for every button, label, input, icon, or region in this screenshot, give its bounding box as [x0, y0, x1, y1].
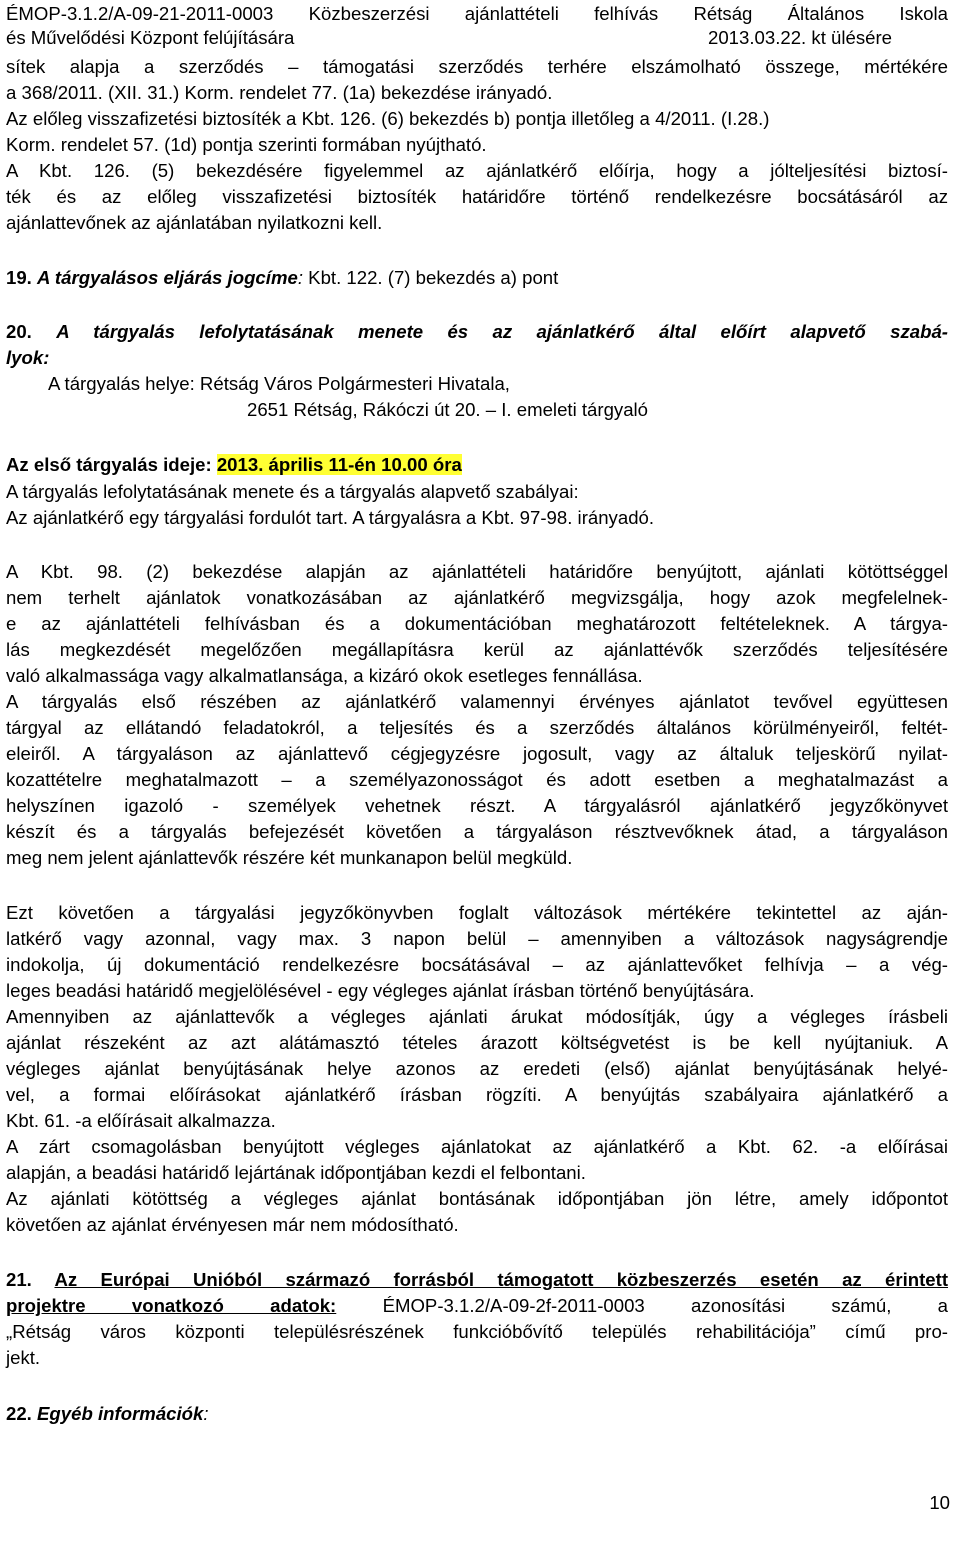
paragraph-line: Az ajánlati kötöttség a végleges ajánlat bontásának időpontjában jön létre, amely időpontot — [6, 1188, 948, 1209]
section-21-heading — [6, 1268, 948, 1292]
paragraph-line: kozattételre meghatalmazott – a személyazonosságot és adott esetben a meghatalmazást a — [6, 769, 948, 790]
paragraph-line: e az ajánlattételi felhívásban és a dokumentációban meghatározott feltételeknek. A tárgya- — [6, 613, 948, 634]
section-20-heading — [6, 320, 948, 344]
section-22-title: Egyéb információk — [37, 1403, 204, 1424]
paragraph-line: követően az ajánlat érvényesen már nem módosítható. — [6, 1214, 459, 1235]
section-21-title-line-2: projektre vonatkozó adatok: — [6, 1295, 337, 1316]
header-line-2-right: 2013.03.22. kt ülésére — [708, 27, 893, 48]
paragraph-line: Amennyiben az ajánlattevők a végleges ajánlati árukat módosítják, úgy a végleges írásbeli — [6, 1006, 948, 1027]
intro-line: ajánlattevőnek az ajánlatában nyilatkozni kell. — [6, 212, 383, 233]
paragraph-line: indokolja, új dokumentáció rendelkezésre bocsátásával – az ajánlattevőket felhívja – a vég- — [6, 954, 948, 975]
meeting-place-line-1: A tárgyalás helye: Rétság Város Polgármesteri Hivatala, — [48, 373, 510, 394]
paragraph-line: A tárgyalás lefolytatásának menete és a tárgyalás alapvető szabályai: — [6, 481, 579, 502]
section-19 — [6, 266, 558, 290]
meeting-place-line-2: 2651 Rétság, Rákóczi út 20. – I. emeleti tárgyaló — [247, 399, 649, 420]
page-number: 10 — [929, 1492, 950, 1513]
header-line-1: ÉMOP-3.1.2/A-09-21-2011-0003 Közbeszerzési ajánlattételi felhívás Rétság Általános Iskola — [6, 3, 948, 24]
section-21-line-2 — [6, 1294, 948, 1318]
header-line-2-left: és Művelődési Központ felújítására — [6, 27, 295, 48]
section-21-number: 21. — [6, 1269, 32, 1290]
intro-line: A Kbt. 126. (5) bekezdésére figyelemmel az ajánlatkérő előírja, hogy a jólteljesítési biztosí- — [6, 160, 948, 181]
section-19-text: Kbt. 122. (7) bekezdés a) pont — [303, 267, 559, 288]
paragraph-line: való alkalmassága vagy alkalmatlansága, a kizáró okok esetleges fennállása. — [6, 665, 643, 686]
section-19-number: 19. — [6, 267, 32, 288]
paragraph-line: alapján, a beadási határidő lejártának időpontjában kezdi el felbontani. — [6, 1162, 586, 1183]
intro-line: a 368/2011. (XII. 31.) Korm. rendelet 77. (1a) bekezdése irányadó. — [6, 82, 553, 103]
section-22 — [6, 1402, 209, 1426]
paragraph-line: eleiről. A tárgyaláson az ajánlattevő cégjegyzésre jogosult, vagy az általuk teljeskörű nyilat- — [6, 743, 948, 764]
section-20-number: 20. — [6, 321, 32, 342]
section-22-number: 22. — [6, 1403, 32, 1424]
section-21-title-line-1: Az Európai Unióból származó forrásból támogatott közbeszerzés esetén az érintett — [54, 1269, 949, 1290]
paragraph-line: Az ajánlatkérő egy tárgyalási fordulót tart. A tárgyalásra a Kbt. 97-98. irányadó. — [6, 507, 655, 528]
section-20-title-line-1: A tárgyalás lefolytatásának menete és az ajánlatkérő által előírt alapvető szabá- — [56, 321, 949, 342]
section-19-colon: : — [297, 267, 303, 288]
section-22-colon: : — [203, 1403, 209, 1424]
section-20-title-line-2: lyok: — [6, 347, 50, 368]
paragraph-line: végleges ajánlat benyújtásának helye azonos az eredeti (első) ajánlat benyújtásának helyé- — [6, 1058, 948, 1079]
paragraph-line: A tárgyalás első részében az ajánlatkérő valamennyi érvényes ajánlatot tevővel együttesen — [6, 691, 948, 712]
paragraph-line: A zárt csomagolásban benyújtott végleges ajánlatokat az ajánlatkérő a Kbt. 62. -a előírásai — [6, 1136, 948, 1157]
document-page — [6, 0, 952, 1541]
paragraph-line: latkérő vagy azonnal, vagy max. 3 napon belül – amennyiben a változások nagyságrendje — [6, 928, 948, 949]
first-meeting-label: Az első tárgyalás ideje: — [6, 454, 217, 475]
paragraph-line: Ezt követően a tárgyalási jegyzőkönyvben foglalt változások mértékére tekintettel az aján- — [6, 902, 948, 923]
paragraph-line: ajánlat részeként az azt alátámasztó tételes árazott költségvetést is be kell nyújtaniuk. A — [6, 1032, 948, 1053]
first-meeting-date: 2013. április 11-én 10.00 óra — [216, 454, 462, 475]
paragraph-line: készít és a tárgyalás befejezését követően a tárgyaláson résztvevőknek átad, a tárgyaláson — [6, 821, 948, 842]
paragraph-line: leges beadási határidő megjelölésével - egy végleges ajánlat írásban történő benyújtására. — [6, 980, 755, 1001]
paragraph-line: nem terhelt ajánlatok vonatkozásában az ajánlatkérő megvizsgálja, hogy azok megfelelnek- — [6, 587, 948, 608]
paragraph-line: A Kbt. 98. (2) bekezdése alapján az ajánlattételi határidőre benyújtott, ajánlati kötöttséggel — [6, 561, 948, 582]
paragraph-line: vel, a formai előírásokat ajánlatkérő írásban rögzíti. A benyújtás szabályaira ajánlatkérő a — [6, 1084, 948, 1105]
paragraph-line: lás megkezdését megelőzően megállapításra kerül az ajánlattévők szerződés teljesítésére — [6, 639, 948, 660]
paragraph-line: meg nem jelent ajánlattevők részére két munkanapon belül megküld. — [6, 847, 573, 868]
intro-line: Az előleg visszafizetési biztosíték a Kbt. 126. (6) bekezdés b) pontja illetőleg a 4/2011. (I.28.) — [6, 108, 770, 129]
paragraph-line: Kbt. 61. -a előírásait alkalmazza. — [6, 1110, 276, 1131]
section-21-line-3: „Rétság város központi településrészének funkcióbővítő település rehabilitációja” című pro- — [6, 1321, 948, 1342]
paragraph-line: tárgyal az ellátandó feladatokról, a teljesítés és a szerződés általános körülményeiről, feltét- — [6, 717, 948, 738]
paragraph-line: helyszínen igazoló - személyek vehetnek részt. A tárgyalásról ajánlatkérő jegyzőkönyvet — [6, 795, 948, 816]
section-19-title: A tárgyalásos eljárás jogcíme — [37, 267, 298, 288]
intro-line: Korm. rendelet 57. (1d) pontja szerinti formában nyújtható. — [6, 134, 487, 155]
intro-line: sítek alapja a szerződés – támogatási szerződés terhére elszámolható összege, mértékére — [6, 56, 948, 77]
section-21-line-4: jekt. — [6, 1347, 41, 1368]
first-meeting-time — [6, 453, 462, 477]
section-21-project-id: ÉMOP-3.1.2/A-09-2f-2011-0003 azonosítási számú, a — [336, 1295, 949, 1316]
intro-line: ték és az előleg visszafizetési biztosíték határidőre történő rendelkezésre bocsátásáról az — [6, 186, 948, 207]
